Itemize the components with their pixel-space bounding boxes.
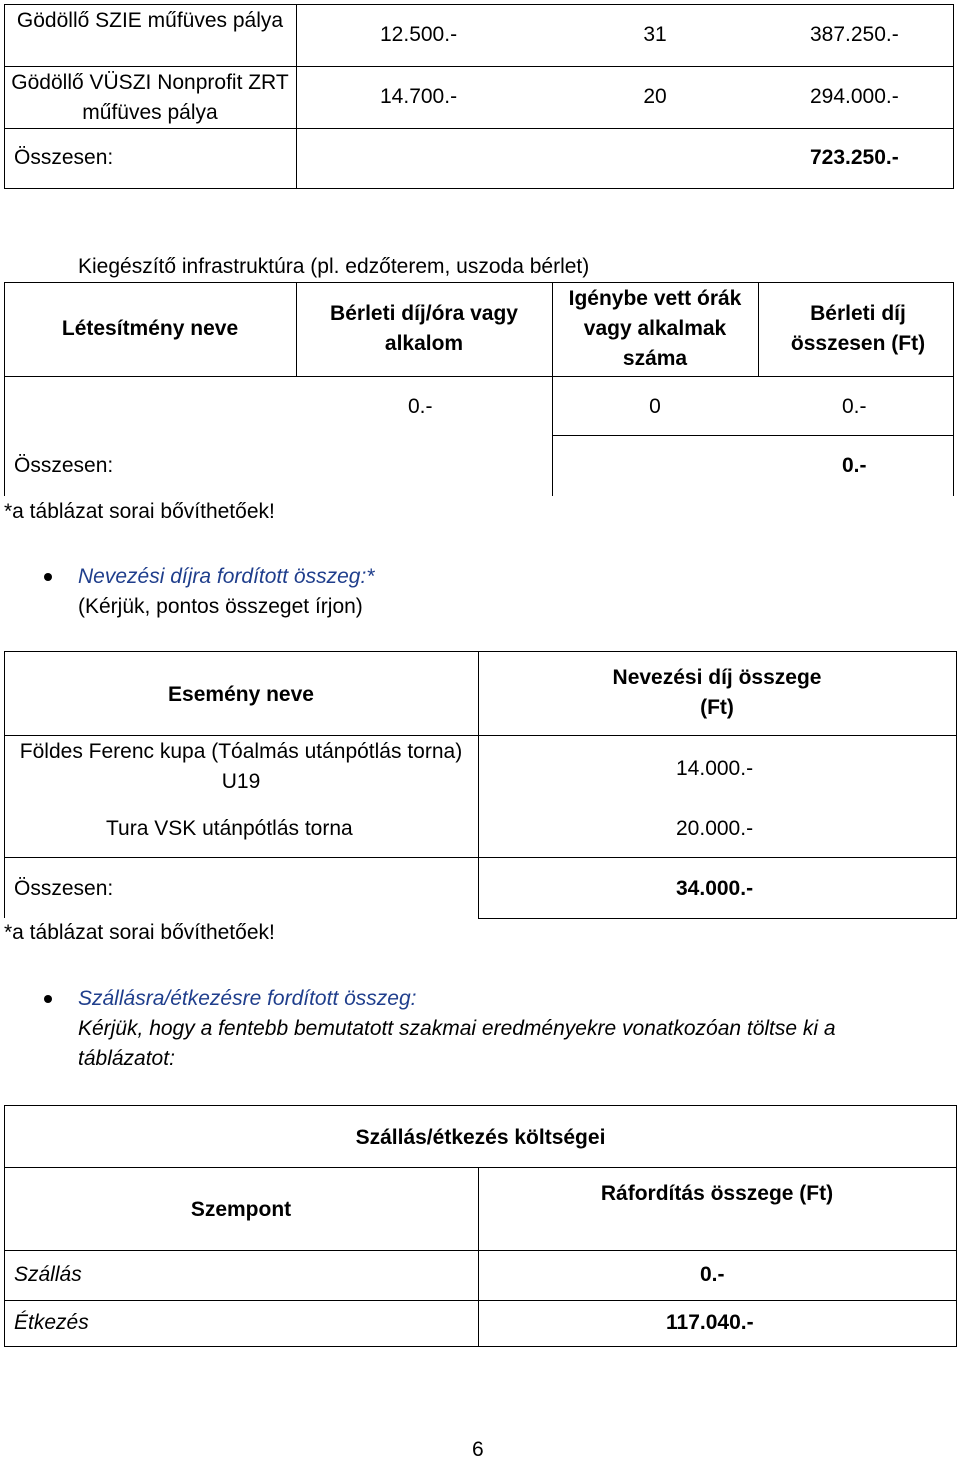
table-row-value: 117.040.- bbox=[666, 1311, 754, 1334]
table-row-facility: Gödöllő SZIE műfüves pálya bbox=[16, 9, 284, 32]
column-header: Ráfordítás összege (Ft) bbox=[600, 1182, 834, 1205]
column-header: Létesítmény neve bbox=[61, 317, 239, 340]
table-row-count: 20 bbox=[643, 85, 667, 108]
column-header: Nevezési díj összege (Ft) bbox=[612, 666, 822, 719]
table-row-total: 387.250.- bbox=[810, 23, 899, 46]
table-cell-count: 0 bbox=[649, 395, 661, 418]
column-header: Esemény neve bbox=[168, 683, 314, 706]
section-subtitle: (Kérjük, pontos összeget írjon) bbox=[78, 595, 363, 618]
table-row-fee: 12.500.- bbox=[380, 23, 458, 46]
sum-value: 723.250.- bbox=[810, 146, 899, 169]
bullet-icon bbox=[44, 573, 52, 581]
sum-value: 34.000.- bbox=[676, 877, 754, 900]
section-title: Szállásra/étkezésre fordított összeg: bbox=[78, 987, 417, 1010]
table-row-fee: 14.000.- bbox=[676, 757, 754, 780]
sum-label: Összesen: bbox=[14, 146, 114, 169]
table-note: *a táblázat sorai bővíthetőek! bbox=[4, 921, 275, 944]
section-subtitle: Kérjük, hogy a fentebb bemutatott szakmai eredményekre vonatkozóan töltse ki a táblázatot: bbox=[78, 1017, 836, 1070]
table-row-fee: 20.000.- bbox=[676, 817, 754, 840]
table-row-count: 31 bbox=[643, 23, 667, 46]
sum-label: Összesen: bbox=[14, 877, 114, 900]
table-cell-total: 0.- bbox=[842, 395, 867, 418]
table-row-value: 0.- bbox=[700, 1263, 725, 1286]
table-row-fee: 14.700.- bbox=[380, 85, 458, 108]
table-row-total: 294.000.- bbox=[810, 85, 899, 108]
section-title: Nevezési díjra fordított összeg:* bbox=[78, 565, 375, 588]
column-header: Bérleti díj/óra vagy alkalom bbox=[330, 302, 518, 355]
table-caption: Kiegészítő infrastruktúra (pl. edzőterem, uszoda bérlet) bbox=[78, 255, 590, 278]
sum-value: 0.- bbox=[842, 454, 867, 477]
table-row-facility: Gödöllő VÜSZI Nonprofit ZRT műfüves pálya bbox=[11, 71, 289, 124]
table-row-label: Étkezés bbox=[14, 1311, 89, 1334]
sum-label: Összesen: bbox=[14, 454, 114, 477]
table-row-event: Tura VSK utánpótlás torna bbox=[106, 817, 353, 840]
table-cell-fee: 0.- bbox=[408, 395, 433, 418]
column-header: Bérleti díj összesen (Ft) bbox=[790, 302, 926, 355]
page-number: 6 bbox=[472, 1438, 484, 1461]
table-row-event: Földes Ferenc kupa (Tóalmás utánpótlás torna) U19 bbox=[19, 740, 463, 793]
table-title: Szállás/étkezés költségei bbox=[355, 1126, 606, 1149]
column-header: Szempont bbox=[190, 1198, 292, 1221]
bullet-icon bbox=[44, 995, 52, 1003]
table-row-label: Szállás bbox=[14, 1263, 82, 1286]
column-header: Igénybe vett órák vagy alkalmak száma bbox=[568, 287, 742, 370]
table-note: *a táblázat sorai bővíthetőek! bbox=[4, 500, 275, 523]
